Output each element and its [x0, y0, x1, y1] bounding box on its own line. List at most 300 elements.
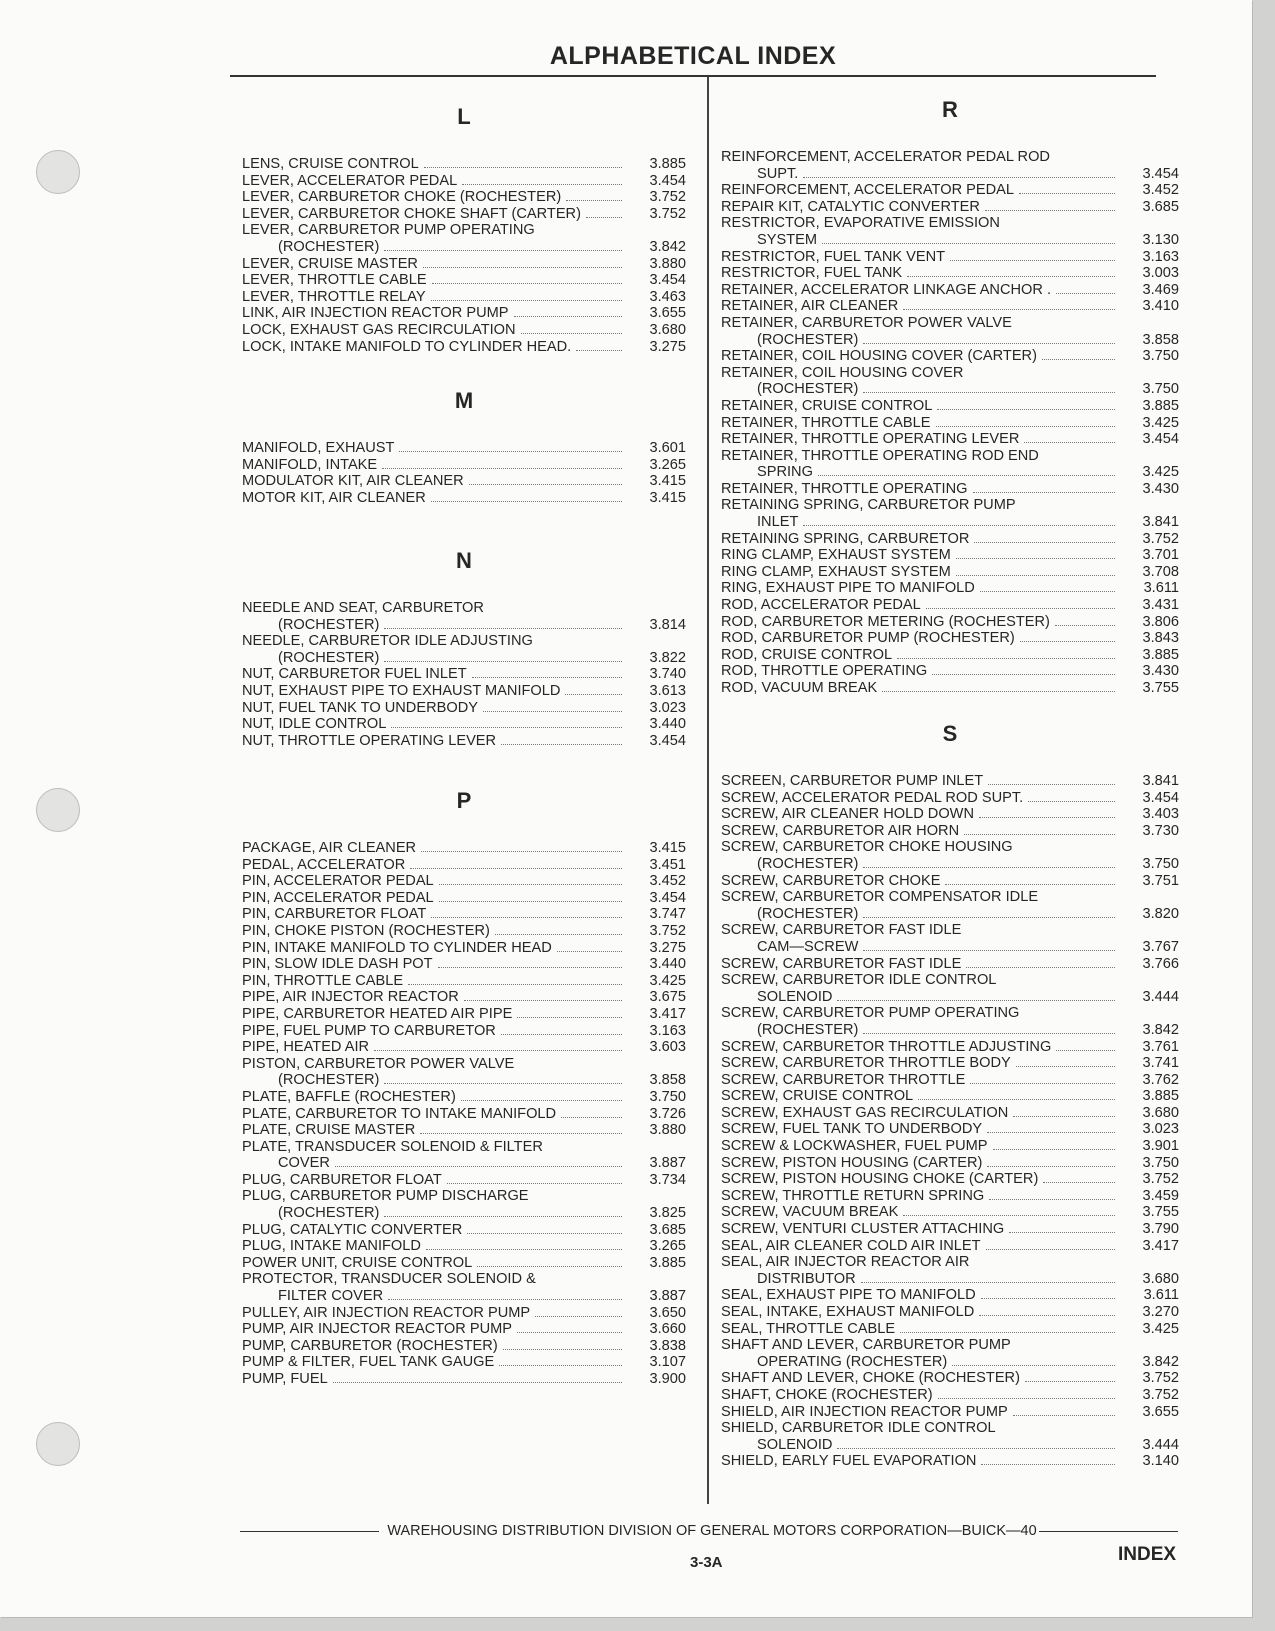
entry-text: (ROCHESTER) [278, 649, 380, 666]
entry-text: PLATE, CARBURETOR TO INTAKE MANIFOLD [242, 1105, 557, 1122]
entry-line [242, 716, 686, 733]
entry-line [721, 1337, 1179, 1354]
entry-text: (ROCHESTER) [757, 1021, 859, 1038]
entry-text: PLATE, CRUISE MASTER [242, 1122, 416, 1139]
index-entry [721, 1420, 1179, 1453]
entry-page-number: 3.601 [649, 440, 686, 456]
entry-text: NUT, IDLE CONTROL [242, 716, 387, 733]
index-entry [242, 733, 686, 750]
dot-leader [822, 243, 1115, 244]
entry-page-number: 3.675 [649, 989, 686, 1006]
entry-line [721, 647, 1179, 664]
entry-line [721, 1039, 1179, 1056]
index-entry [721, 1370, 1179, 1387]
entry-text: SPRING [757, 464, 813, 481]
entry-page-number: 3.880 [649, 255, 686, 272]
dot-leader [514, 316, 622, 317]
dot-leader [993, 1149, 1115, 1150]
entry-line [721, 1238, 1179, 1255]
dot-leader [907, 276, 1115, 277]
entry-line [721, 873, 1179, 890]
entry-page-number: 3.701 [1142, 547, 1179, 564]
entry-line [721, 481, 1179, 498]
entry-text: (ROCHESTER) [757, 905, 859, 922]
entry-text: MOTOR KIT, AIR CLEANER [242, 489, 426, 506]
index-entry [721, 1254, 1179, 1287]
entry-page-number: 3.858 [1142, 331, 1179, 348]
entry-page-number: 3.417 [649, 1005, 686, 1022]
entry-page-number: 3.750 [1142, 381, 1179, 398]
entry-page-number: 3.417 [1142, 1237, 1179, 1254]
entry-line [721, 663, 1179, 680]
dot-leader [438, 967, 622, 968]
entry-page-number: 3.767 [1142, 938, 1179, 955]
entry-page-number: 3.023 [1142, 1121, 1179, 1138]
index-entry [242, 700, 686, 717]
entry-line [721, 580, 1179, 597]
dot-leader [803, 525, 1115, 526]
index-entry [721, 647, 1179, 664]
dot-leader [863, 917, 1115, 918]
dot-leader [521, 333, 622, 334]
entry-line [242, 890, 686, 907]
entry-text: SCREW, PISTON HOUSING (CARTER) [721, 1154, 983, 1171]
entry-text: PIN, CARBURETOR FLOAT [242, 906, 427, 923]
entry-text: DISTRIBUTOR [757, 1270, 856, 1287]
entry-page-number: 3.752 [1142, 1370, 1179, 1387]
index-entry [721, 806, 1179, 823]
dot-leader [439, 901, 622, 902]
index-section-r [721, 97, 1179, 697]
index-entry [721, 1005, 1179, 1038]
entry-page-number: 3.430 [1142, 663, 1179, 680]
index-entry [242, 1222, 686, 1239]
index-entry [721, 1287, 1179, 1304]
entry-text: PLUG, CARBURETOR PUMP DISCHARGE [242, 1188, 529, 1205]
entry-line [721, 806, 1179, 823]
entry-page-number: 3.163 [649, 1022, 686, 1039]
entry-text: FILTER COVER [278, 1288, 384, 1305]
entry-text: SOLENOID [757, 1436, 833, 1453]
dot-leader [410, 868, 622, 869]
entry-text: RESTRICTOR, FUEL TANK [721, 265, 903, 282]
entry-line [721, 1453, 1179, 1470]
entry-text: (ROCHESTER) [278, 1205, 380, 1222]
entry-page-number: 3.613 [649, 682, 686, 699]
entry-page-number: 3.451 [649, 856, 686, 873]
entry-text: CAM—SCREW [757, 938, 859, 955]
entry-text: PIPE, HEATED AIR [242, 1039, 370, 1056]
entry-text: PUMP, FUEL [242, 1371, 328, 1387]
entry-page-number: 3.766 [1142, 955, 1179, 972]
dot-leader [1055, 625, 1115, 626]
dot-leader [565, 694, 622, 695]
index-entry [721, 972, 1179, 1005]
dot-leader [1009, 1232, 1115, 1233]
entry-line [721, 1254, 1179, 1271]
binder-hole [36, 788, 80, 832]
entry-text: SHAFT AND LEVER, CHOKE (ROCHESTER) [721, 1370, 1020, 1387]
entry-text: ROD, CARBURETOR PUMP (ROCHESTER) [721, 630, 1015, 647]
index-entry [242, 189, 686, 206]
dot-leader [561, 1117, 622, 1118]
dot-leader [970, 1083, 1115, 1084]
entry-text: RETAINER, COIL HOUSING COVER (CARTER) [721, 348, 1037, 365]
entry-text: LEVER, CARBURETOR CHOKE (ROCHESTER) [242, 189, 562, 206]
index-entry [721, 614, 1179, 631]
dot-leader [973, 492, 1116, 493]
dot-leader [936, 426, 1116, 427]
entry-line [721, 182, 1179, 199]
entry-page-number: 3.444 [1142, 988, 1179, 1005]
entry-line [242, 1139, 686, 1156]
entry-text: SCREW, CARBURETOR CHOKE HOUSING [721, 839, 1013, 856]
dot-leader [1016, 1066, 1115, 1067]
entry-page-number: 3.275 [649, 939, 686, 956]
dot-leader [956, 558, 1115, 559]
entry-line [242, 1354, 686, 1371]
entry-line [721, 1072, 1179, 1089]
entry-line [721, 989, 1179, 1006]
index-entry [242, 1106, 686, 1123]
dot-leader [980, 591, 1115, 592]
entry-page-number: 3.822 [649, 649, 686, 666]
section-letter: S [942, 721, 958, 746]
dot-leader [950, 260, 1115, 261]
dot-leader [483, 711, 622, 712]
entry-line [242, 322, 686, 339]
entry-text: RETAINER, CARBURETOR POWER VALVE [721, 314, 1012, 331]
entry-page-number: 3.611 [1143, 1287, 1179, 1304]
entry-text: PIN, ACCELERATOR PEDAL [242, 873, 434, 890]
entry-text: RESTRICTOR, EVAPORATIVE EMISSION [721, 215, 1000, 232]
entry-page-number: 3.740 [649, 666, 686, 683]
entry-page-number: 3.440 [649, 716, 686, 733]
dot-leader [986, 1249, 1115, 1250]
dot-leader [964, 834, 1115, 835]
entry-line [721, 1321, 1179, 1338]
dot-leader [517, 1017, 622, 1018]
index-entry [721, 1121, 1179, 1138]
entry-text: NEEDLE, CARBURETOR IDLE ADJUSTING [242, 633, 533, 650]
dot-leader [495, 934, 622, 935]
entry-page-number: 3.270 [1142, 1304, 1179, 1320]
entry-text: SCREW, PISTON HOUSING CHOKE (CARTER) [721, 1171, 1039, 1188]
entry-text: REINFORCEMENT, ACCELERATOR PEDAL [721, 182, 1015, 199]
index-entry [721, 199, 1179, 216]
entry-line [242, 256, 686, 273]
entry-text: PISTON, CARBURETOR POWER VALVE [242, 1055, 515, 1072]
entry-text: SCREW, CARBURETOR THROTTLE BODY [721, 1055, 1011, 1072]
entry-page-number: 3.885 [1142, 646, 1179, 663]
entry-page-number: 3.454 [1142, 165, 1179, 182]
entry-line [721, 547, 1179, 564]
dot-leader [461, 1100, 622, 1101]
index-entry [721, 531, 1179, 548]
entry-text: SEAL, THROTTLE CABLE [721, 1320, 896, 1337]
entry-line [242, 1023, 686, 1040]
dot-leader [918, 1099, 1115, 1100]
section-letter: M [454, 388, 474, 413]
entry-text: (ROCHESTER) [278, 1072, 380, 1089]
entry-line [242, 1039, 686, 1056]
entry-line [242, 473, 686, 490]
dot-leader [863, 867, 1115, 868]
entry-page-number: 3.655 [649, 305, 686, 322]
entry-text: PUMP & FILTER, FUEL TANK GAUGE [242, 1354, 495, 1371]
entry-text: PLUG, CARBURETOR FLOAT [242, 1171, 442, 1188]
entry-line [721, 972, 1179, 989]
entry-text: LENS, CRUISE CONTROL [242, 156, 419, 172]
entry-text: (ROCHESTER) [757, 381, 859, 398]
index-entry [721, 1171, 1179, 1188]
entry-line [721, 1138, 1179, 1155]
entry-text: LOCK, EXHAUST GAS RECIRCULATION [242, 321, 516, 338]
entry-text: (ROCHESTER) [278, 238, 380, 255]
entry-text: RETAINER, THROTTLE OPERATING ROD END [721, 447, 1039, 464]
dot-leader [1024, 442, 1115, 443]
index-entry [721, 1238, 1179, 1255]
entry-line [721, 348, 1179, 365]
entry-page-number: 3.734 [649, 1171, 686, 1188]
entry-line [721, 823, 1179, 840]
index-entry [242, 1305, 686, 1322]
entry-line [242, 1122, 686, 1139]
entry-line [721, 365, 1179, 382]
entry-page-number: 3.750 [1142, 855, 1179, 872]
entry-page-number: 3.841 [1142, 514, 1179, 531]
entry-line [242, 1371, 686, 1388]
entry-text: REINFORCEMENT, ACCELERATOR PEDAL ROD [721, 149, 1050, 165]
entry-page-number: 3.762 [1142, 1071, 1179, 1088]
entry-line [242, 683, 686, 700]
entry-line [721, 1370, 1179, 1387]
index-entry [242, 339, 686, 356]
entry-page-number: 3.752 [649, 205, 686, 222]
entry-text: RETAINER, AIR CLEANER [721, 298, 899, 315]
entry-page-number: 3.425 [1142, 464, 1179, 481]
index-entry [721, 1105, 1179, 1122]
entry-line [721, 630, 1179, 647]
entry-line [242, 289, 686, 306]
footer-rule-left [240, 1531, 379, 1532]
index-section-p [242, 788, 686, 1388]
dot-leader [988, 784, 1115, 785]
entry-line [242, 1172, 686, 1189]
entry-line [242, 1188, 686, 1205]
index-entry [721, 1453, 1179, 1470]
entry-line [242, 1255, 686, 1272]
footer [240, 1523, 1178, 1539]
entry-page-number: 3.790 [1142, 1221, 1179, 1238]
entry-line [721, 332, 1179, 349]
entry-text: PIPE, FUEL PUMP TO CARBURETOR [242, 1022, 496, 1039]
entry-line [721, 315, 1179, 332]
entry-line [242, 650, 686, 667]
entry-line [242, 633, 686, 650]
entry-text: LEVER, CRUISE MASTER [242, 255, 418, 272]
dot-leader [467, 1233, 622, 1234]
entry-page-number: 3.680 [1142, 1104, 1179, 1121]
dot-leader [937, 409, 1115, 410]
entry-line [721, 249, 1179, 266]
entry-page-number: 3.265 [649, 456, 686, 473]
entry-page-number: 3.611 [1143, 580, 1179, 597]
entry-line [721, 1437, 1179, 1454]
entry-line [721, 215, 1179, 232]
index-entry [242, 1255, 686, 1272]
dot-leader [903, 309, 1115, 310]
index-entry [721, 1204, 1179, 1221]
entry-text: SCREW, CARBURETOR FAST IDLE [721, 922, 962, 939]
dot-leader [837, 1000, 1115, 1001]
index-entry [721, 398, 1179, 415]
entry-text: SCREW, THROTTLE RETURN SPRING [721, 1187, 985, 1204]
entry-page-number: 3.655 [1142, 1403, 1179, 1420]
entry-text: PIPE, AIR INJECTOR REACTOR [242, 989, 459, 1006]
dot-leader [439, 884, 622, 885]
entry-text: NEEDLE AND SEAT, CARBURETOR [242, 600, 484, 616]
dot-leader [586, 217, 622, 218]
entry-text: OPERATING (ROCHESTER) [757, 1353, 948, 1370]
index-entry [242, 256, 686, 273]
entry-text: RETAINER, COIL HOUSING COVER [721, 364, 964, 381]
dot-leader [897, 658, 1115, 659]
index-entry [242, 305, 686, 322]
dot-leader [576, 350, 622, 351]
dot-leader [432, 283, 622, 284]
entry-line [242, 617, 686, 634]
entry-line [721, 1404, 1179, 1421]
entry-line [721, 1387, 1179, 1404]
entry-page-number: 3.842 [649, 238, 686, 255]
index-entry [721, 215, 1179, 248]
entry-text: INLET [757, 514, 799, 531]
index-entry [242, 1023, 686, 1040]
entry-line [242, 1321, 686, 1338]
dot-leader [1056, 293, 1115, 294]
dot-leader [503, 1349, 622, 1350]
dot-leader [803, 177, 1115, 178]
entry-text: MANIFOLD, EXHAUST [242, 440, 395, 456]
index-entry [721, 282, 1179, 299]
entry-line [242, 1205, 686, 1222]
entry-line [242, 156, 686, 173]
index-entry [242, 1271, 686, 1304]
index-entry [721, 889, 1179, 922]
index-entry [242, 1188, 686, 1221]
entry-page-number: 3.603 [649, 1039, 686, 1056]
entry-text: SCREW, CARBURETOR AIR HORN [721, 822, 960, 839]
index-entry [721, 415, 1179, 432]
section-letter: N [456, 548, 472, 573]
binder-hole [36, 1422, 80, 1466]
entry-text: SEAL, EXHAUST PIPE TO MANIFOLD [721, 1287, 976, 1304]
footer-rule-right [1039, 1531, 1178, 1532]
entry-line [242, 339, 686, 356]
entry-page-number: 3.454 [649, 272, 686, 289]
entry-text: PLUG, INTAKE MANIFOLD [242, 1238, 421, 1255]
dot-leader [384, 1216, 622, 1217]
entry-line [721, 1204, 1179, 1221]
entry-line [721, 1155, 1179, 1172]
entry-text: LEVER, ACCELERATOR PEDAL [242, 172, 458, 189]
index-entry [721, 1404, 1179, 1421]
entry-page-number: 3.454 [649, 889, 686, 906]
entry-page-number: 3.685 [649, 1221, 686, 1238]
index-entry [721, 823, 1179, 840]
entry-line [242, 1288, 686, 1305]
entry-text: RETAINING SPRING, CARBURETOR PUMP [721, 497, 1016, 514]
index-entry [721, 1188, 1179, 1205]
entry-line [242, 733, 686, 750]
dot-leader [989, 1199, 1115, 1200]
entry-line [242, 906, 686, 923]
entry-line [721, 889, 1179, 906]
index-entry [242, 890, 686, 907]
index-entry [721, 365, 1179, 398]
entry-text: SCREW, CARBURETOR COMPENSATOR IDLE [721, 889, 1039, 906]
entry-page-number: 3.750 [1142, 1154, 1179, 1171]
dot-leader [472, 677, 622, 678]
dot-leader [408, 984, 622, 985]
entry-page-number: 3.730 [1142, 822, 1179, 839]
entry-text: SHAFT, CHOKE (ROCHESTER) [721, 1386, 933, 1403]
dot-leader [384, 628, 622, 629]
index-entry [721, 1138, 1179, 1155]
entry-text: RETAINER, THROTTLE OPERATING LEVER [721, 431, 1020, 448]
entry-page-number: 3.841 [1142, 773, 1179, 789]
entry-text: NUT, EXHAUST PIPE TO EXHAUST MANIFOLD [242, 682, 561, 699]
entry-page-number: 3.454 [649, 732, 686, 749]
entry-line [242, 923, 686, 940]
entry-page-number: 3.454 [1142, 431, 1179, 448]
entry-page-number: 3.752 [1142, 1386, 1179, 1403]
dot-leader [987, 1132, 1115, 1133]
entry-page-number: 3.842 [1142, 1021, 1179, 1038]
section-letter: L [457, 104, 471, 129]
index-entry [242, 857, 686, 874]
dot-leader [431, 501, 622, 502]
index-entry [242, 1172, 686, 1189]
dot-leader [420, 1133, 622, 1134]
entry-line [242, 600, 686, 617]
dot-leader [952, 1365, 1115, 1366]
index-entry [242, 683, 686, 700]
dot-leader [421, 851, 622, 852]
index-entry [242, 1354, 686, 1371]
index-entry [721, 597, 1179, 614]
entry-text: SHAFT AND LEVER, CARBURETOR PUMP [721, 1337, 1011, 1354]
entry-page-number: 3.680 [1142, 1270, 1179, 1287]
dot-leader [938, 1398, 1115, 1399]
dot-leader [501, 744, 622, 745]
index-entry [721, 1072, 1179, 1089]
entry-line [721, 564, 1179, 581]
entry-line [242, 440, 686, 457]
entry-page-number: 3.752 [1142, 1171, 1179, 1188]
entry-text: SCREW, AIR CLEANER HOLD DOWN [721, 806, 974, 823]
dot-leader [384, 661, 622, 662]
index-entry [721, 564, 1179, 581]
entry-line [721, 1105, 1179, 1122]
entry-line [242, 1006, 686, 1023]
entry-line [242, 1155, 686, 1172]
dot-leader [1020, 641, 1115, 642]
entry-text: PIN, CHOKE PISTON (ROCHESTER) [242, 922, 490, 939]
dot-leader [837, 1448, 1115, 1449]
index-entry [242, 173, 686, 190]
